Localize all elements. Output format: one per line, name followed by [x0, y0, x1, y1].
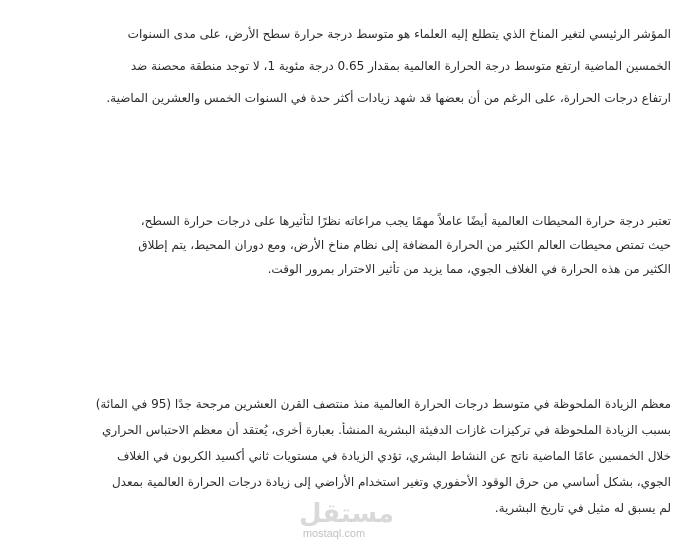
text-line: الخمسين الماضية ارتفع متوسط درجة الحرارة العالمية بمقدار 0.65 درجة مئوية 1، لا توجد منطقة محصنة ضد [130, 59, 671, 73]
text-line: بسبب الزيادة الملحوظة في تركيزات غازات الدفيئة البشرية المنشأ. بعبارة أخرى، يُعتقد أن معظم الاحتباس الحراري [102, 423, 671, 437]
text-line: ارتفاع درجات الحرارة، على الرغم من أن بعضها قد شهد زيادات أكثر حدة في السنوات الخمس والعشرين الماضية. [106, 91, 671, 105]
paragraph-ocean-temperature [55, 213, 671, 285]
paragraph-surface-temperature [55, 26, 671, 122]
watermark-text: mostaql.com [302, 528, 366, 540]
text-line: خلال الخمسين عامًا الماضية ناتج عن النشاط البشري، تؤدي الزيادة في مستويات ثاني أكسيد الكربون في الغلاف [116, 449, 671, 463]
text-line: لم يسبق له مثيل في تاريخ البشرية. [494, 501, 671, 515]
text-line: المؤشر الرئيسي لتغير المناخ الذي يتطلع إليه العلماء هو متوسط درجة حرارة سطح الأرض، على مدى السنوات [127, 27, 671, 41]
text-line: الكثير من هذه الحرارة في الغلاف الجوي، مما يزيد من تأثير الاحترار بمرور الوقت. [267, 262, 671, 276]
text-line: حيث تمتص محيطات العالم الكثير من الحرارة المضافة إلى نظام مناخ الأرض، ومع دوران المحيط، يتم إطلاق [138, 238, 671, 252]
watermark-logo: مستقل [299, 499, 395, 529]
text-line: الجوي، بشكل أساسي من حرق الوقود الأحفوري وتغير استخدام الأراضي إلى زيادة درجات الحرارة العالمية بمعدل [111, 475, 671, 489]
paragraph-human-cause [55, 396, 671, 529]
text-line: معظم الزيادة الملحوظة في متوسط درجات الحرارة العالمية منذ منتصف القرن العشرين مرجحة جدًا (95 في المائة) [95, 397, 671, 411]
text-line: تعتبر درجة حرارة المحيطات العالمية أيضًا عاملاً مهمًا يجب مراعاته نظرًا لتأثيرها على درجات حرارة السطح، [140, 214, 671, 228]
